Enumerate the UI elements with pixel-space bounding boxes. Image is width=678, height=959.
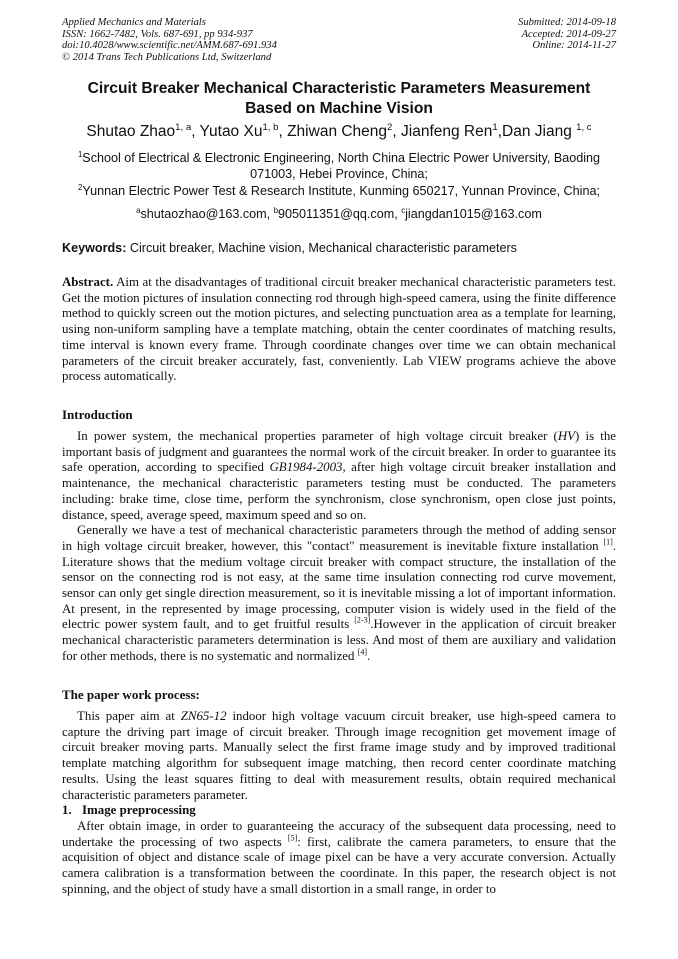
- journal-header-left: [62, 17, 277, 63]
- abstract-label: Abstract.: [62, 275, 114, 289]
- paragraph: [62, 429, 616, 523]
- author-sep: ,: [497, 123, 503, 140]
- affiliation-sup: 1: [77, 149, 83, 159]
- citation-ref[interactable]: [4]: [357, 647, 367, 657]
- copyright-line: © 2014 Trans Tech Publications Ltd, Switzerland: [62, 51, 272, 63]
- subsection-number: 1.: [62, 803, 72, 818]
- text-run: .: [367, 648, 371, 663]
- text-run: ) is the important basis of judgment and guarantees the normal work of the circuit breaker. In order to guarantee its safe operation, according to specified: [62, 429, 616, 475]
- paragraph: [62, 819, 616, 898]
- email-sup: c: [401, 205, 406, 215]
- author-name: Shutao Zhao: [86, 123, 176, 140]
- email-sup: a: [136, 205, 141, 215]
- author-sep: ,: [278, 123, 288, 140]
- paragraph: [62, 523, 616, 664]
- title-line-2: Based on Machine Vision: [245, 100, 433, 117]
- italic-run: ZN65-12: [180, 709, 227, 723]
- text-run: This paper aim at: [77, 709, 181, 723]
- paper-title: [62, 79, 616, 119]
- keywords: [62, 240, 616, 256]
- author-sup: 2: [387, 121, 393, 133]
- email-link[interactable]: shutaozhao@163.com,: [140, 207, 274, 221]
- author-list: [62, 122, 616, 142]
- author-sup: 1: [492, 121, 498, 133]
- affiliation-text: Yunnan Electric Power Test & Research Institute, Kunming 650217, Yunnan Province, China;: [82, 184, 600, 198]
- keywords-text: Circuit breaker, Machine vision, Mechanical characteristic parameters: [126, 241, 517, 255]
- affiliation-2: [62, 183, 616, 199]
- citation-ref[interactable]: [5]: [287, 833, 298, 843]
- author-emails: [62, 206, 616, 222]
- affiliation-text: School of Electrical & Electronic Engineering, North China Electric Power University, Baoding 071003, Hebei Province, China;: [82, 151, 601, 181]
- text-run: . Literature shows that the medium voltage circuit breaker with compact structure, the installation of the sensor on the connecting rod is not easy, at the same time insulation connecting rod curve movement, sensor can only get single direction measurement, so it is inevitable missing a lot of important information. At present, in the represented by image processing, computer vision is widely used in the field of the electric power system fault, and to get fruitful results: [62, 538, 616, 632]
- email-sup: b: [273, 205, 279, 215]
- process-body: [62, 709, 616, 897]
- author-sep: ,: [392, 123, 402, 140]
- text-run: : first, calibrate the camera parameters, to ensure that the acquisition of object and distance scale of image pixel can be have a very accurate conversion. Actually camera calibration is a transformation between the coordinate. In this paper, the research object is not spinning, and the object of study have a small distortion in a small range, in order to: [62, 834, 617, 896]
- text-run: after high voltage circuit breaker installation and maintenance, the mechanical characteristic parameters testing must be conducted. The parameters including: brake time, close time, perform the synchronism, close synchronism, open close just points, distance, speed, average speed, maximum speed and so on.: [62, 460, 616, 522]
- issn-line: ISSN: 1662-7482, Vols. 687-691, pp 934-937: [62, 28, 253, 40]
- email-link[interactable]: 905011351@qq.com,: [278, 207, 402, 221]
- doi-line[interactable]: doi:10.4028/www.scientific.net/AMM.687-691.934: [62, 40, 277, 52]
- online-date: Online: 2014-11-27: [532, 40, 616, 52]
- email-link[interactable]: jiangdan1015@163.com: [405, 207, 542, 221]
- paragraph: [62, 709, 616, 803]
- citation-ref[interactable]: [2-3]: [354, 616, 371, 626]
- author-name: Yutao Xu: [199, 123, 263, 140]
- introduction-body: [62, 429, 616, 665]
- keywords-label: Keywords:: [62, 241, 127, 255]
- affiliation-sup: 2: [78, 182, 83, 192]
- abstract: [62, 275, 616, 385]
- italic-run: HV: [557, 429, 576, 443]
- journal-name: Applied Mechanics and Materials: [62, 17, 206, 28]
- text-run: After obtain image, in order to guaranteeing the accuracy of the subsequent data processing, need to undertake the processing of two aspects: [62, 818, 616, 849]
- italic-run: GB1984-2003,: [269, 460, 346, 475]
- author-name: Dan Jiang: [502, 123, 577, 140]
- section-heading-process: The paper work process:: [62, 687, 200, 702]
- affiliation-1: [62, 150, 616, 182]
- subsection-heading-image-preprocessing: [62, 803, 616, 819]
- author-sup: 1, c: [576, 121, 592, 133]
- text-run: Generally we have a test of mechanical characteristic parameters through the method of adding sensor in high voltage circuit breaker, however, this "contact" measurement is inevitable fixture installation: [62, 523, 616, 553]
- text-run: In power system, the mechanical properties parameter of high voltage circuit breaker (: [77, 429, 558, 443]
- text-run: .However in the application of circuit breaker mechanical characteristic parameters determination is less. And most of them are auxiliary and validation for other methods, there is no systematic and normalized: [62, 617, 616, 663]
- author-sup: 1, a: [175, 121, 192, 133]
- author-name: Zhiwan Cheng: [287, 123, 388, 140]
- accepted-date: Accepted: 2014-09-27: [521, 28, 616, 40]
- author-sep: ,: [191, 123, 200, 140]
- submitted-date: Submitted: 2014-09-18: [518, 17, 616, 28]
- title-line-1: Circuit Breaker Mechanical Characteristic Parameters Measurement: [87, 80, 591, 97]
- text-run: indoor high voltage vacuum circuit breaker, use high-speed camera to capture the driving part image of circuit breaker. Through image recognition get movement image of circuit breaker moving parts. Manually select the first frame image study and by improved traditional template matching algorithm for subsequent image matching, then record center coordinate matching results. Using the least squares fitting to deal with measurement results, obtain required mechanical characteristic parameters parameter.: [62, 709, 616, 802]
- author-name: Jianfeng Ren: [401, 123, 493, 140]
- citation-ref[interactable]: [1]: [603, 537, 613, 547]
- journal-header-right: [518, 17, 616, 52]
- section-heading-introduction: Introduction: [62, 407, 133, 422]
- abstract-text: Aim at the disadvantages of traditional circuit breaker mechanical characteristic parameters test. Get the motion pictures of insulation connecting rod through high-speed camera, using the finite difference method to quickly screen out the motion pictures, and selecting punctuation area as a template for learning, using non-uniform sampling have a template matching, obtain the center coordinates of matching results, time interval is known every frame. Through coordinate changes over time we can obtain mechanical parameters of the circuit breaker accurately, fast, conveniently. Lab VIEW programs achieve the above process automatically.: [62, 275, 616, 384]
- author-sup: 1, b: [262, 121, 279, 133]
- subsection-title: Image preprocessing: [82, 803, 196, 818]
